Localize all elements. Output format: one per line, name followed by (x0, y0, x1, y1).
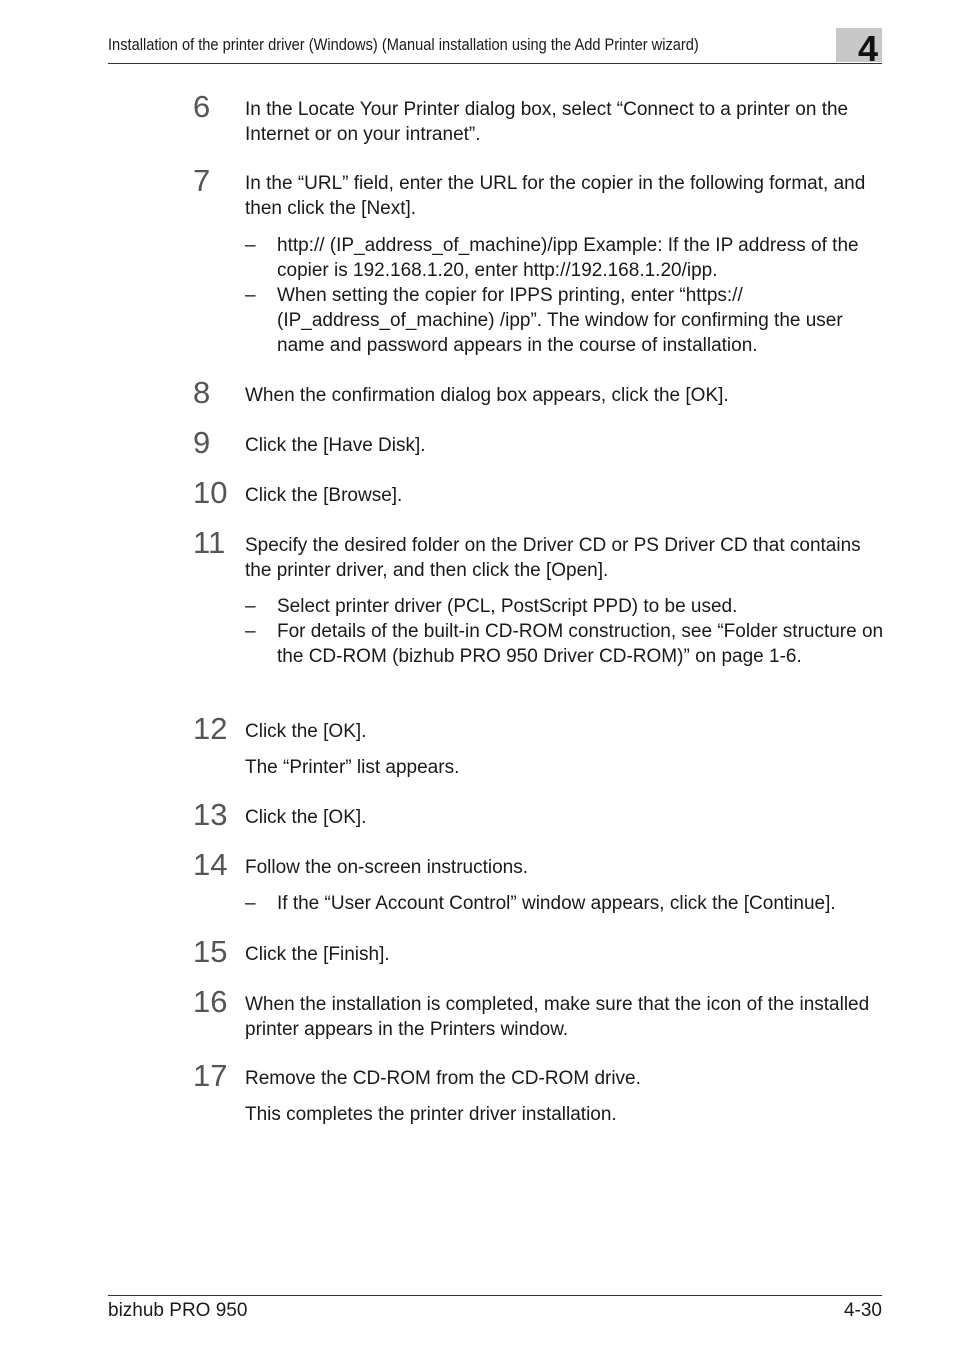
step-number: 14 (193, 847, 228, 882)
step-number: 17 (193, 1058, 228, 1093)
footer-product: bizhub PRO 950 (108, 1300, 248, 1321)
step-text: Specify the desired folder on the Driver CD or PS Driver CD that contains the printer driver, and then click the [Open]. (245, 535, 861, 581)
bullet-text: When setting the copier for IPPS printing, enter “https:// (IP_address_of_machine) /ipp”. The window for confirming the user name and password appears in the course of installation. (277, 285, 843, 356)
page-header (108, 28, 882, 69)
bullet-dash: – (245, 893, 256, 914)
step-text: When the confirmation dialog box appears, click the [OK]. (245, 385, 729, 406)
step-text: Follow the on-screen instructions. (245, 857, 529, 878)
bullet-text: Select printer driver (PCL, PostScript PPD) to be used. (277, 596, 738, 617)
step-text: Remove the CD-ROM from the CD-ROM drive. (245, 1068, 641, 1089)
step-number: 9 (193, 425, 211, 460)
step-text: In the “URL” field, enter the URL for the copier in the following format, and then click the [Next]. (245, 173, 866, 219)
step-number: 12 (193, 711, 228, 746)
bullet-dash: – (245, 235, 256, 256)
bullet-dash: – (245, 621, 256, 642)
step-note: The “Printer” list appears. (245, 757, 460, 778)
step-number: 16 (193, 984, 228, 1019)
bullet-dash: – (245, 596, 256, 617)
step-number: 6 (193, 89, 211, 124)
step-text: Click the [Finish]. (245, 944, 390, 965)
chapter-number: 4 (857, 28, 878, 69)
bullet-text: For details of the built-in CD-ROM construction, see “Folder structure on the CD-ROM (bizhub PRO 950 Driver CD-ROM)” on page 1-6. (277, 621, 884, 667)
step-text: Click the [OK]. (245, 721, 367, 742)
step-number: 10 (193, 475, 228, 510)
step-number: 13 (193, 797, 228, 832)
page-footer (108, 1295, 882, 1321)
step-text: Click the [Have Disk]. (245, 435, 426, 456)
step-text: In the Locate Your Printer dialog box, select “Connect to a printer on the Internet or on your intranet”. (245, 99, 849, 145)
bullet-text: http:// (IP_address_of_machine)/ipp Example: If the IP address of the copier is 192.168.1.20, enter http://192.168.1.20/ipp. (277, 235, 859, 281)
bullet-text: If the “User Account Control” window appears, click the [Continue]. (277, 893, 836, 914)
step-number: 7 (193, 163, 211, 198)
step-text: When the installation is completed, make sure that the icon of the installed printer appears in the Printers window. (245, 994, 870, 1040)
step-text: Click the [Browse]. (245, 485, 403, 506)
step-text: Click the [OK]. (245, 807, 367, 828)
header-title: Installation of the printer driver (Windows) (Manual installation using the Add Printer wizard) (108, 35, 699, 54)
step-note: This completes the printer driver installation. (245, 1104, 617, 1125)
step-number: 8 (193, 375, 211, 410)
step-number: 11 (193, 525, 226, 560)
step-number: 15 (193, 934, 228, 969)
footer-page-number: 4-30 (843, 1300, 882, 1321)
bullet-dash: – (245, 285, 256, 306)
